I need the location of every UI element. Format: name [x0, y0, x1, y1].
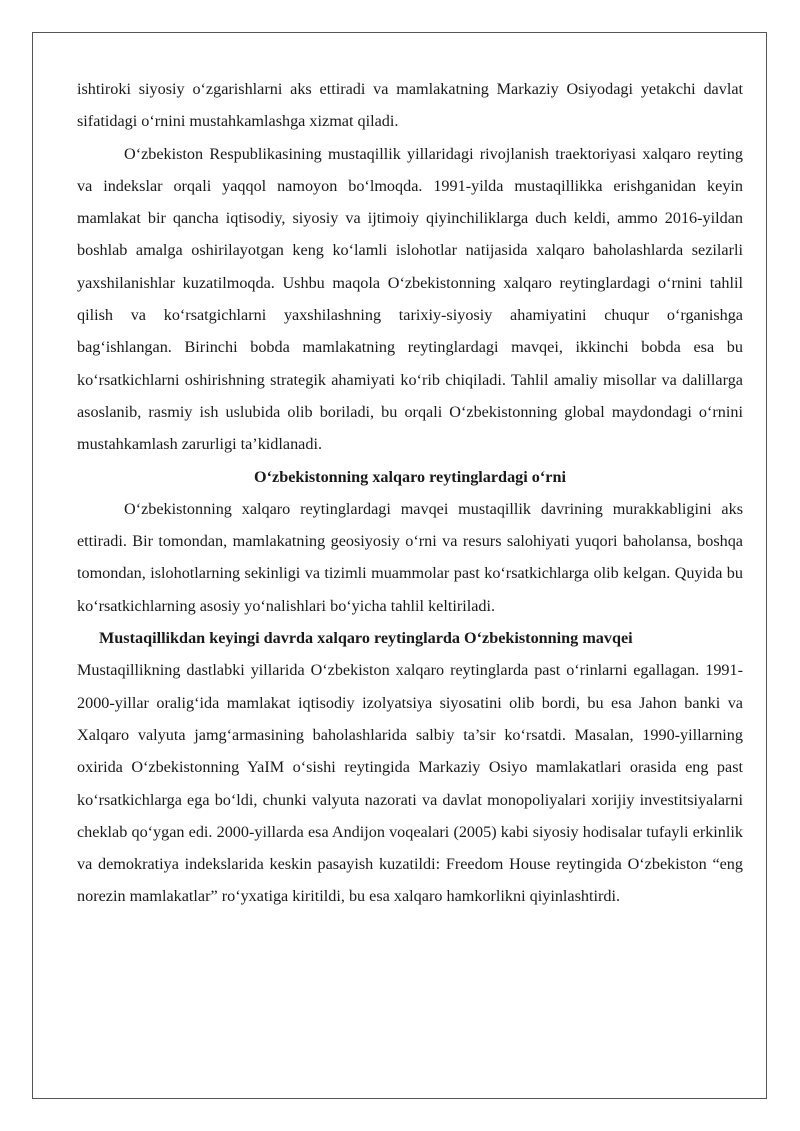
paragraph-section-intro: O‘zbekistonning xalqaro reytinglardagi mavqei mustaqillik davrining murakkabligini aks ettiradi. Bir tomondan, mamlakatning geosiyosiy o‘rni va resurs salohiyati yuqori baholansa, boshqa tomondan, islohotlarning sekinligi va tizimli muammolar past ko‘rsatkichlarga olib kelgan. Quyida bu ko‘rsatkichlarning asosiy yo‘nalishlari bo‘yicha tahlil keltiriladi. [77, 499, 743, 615]
section-heading: O‘zbekistonning xalqaro reytinglardagi o‘rni [254, 467, 566, 486]
paragraph-overview: O‘zbekiston Respublikasining mustaqillik yillaridagi rivojlanish traektoriyasi xalqaro reyting va indekslar orqali yaqqol namoyon bo‘lmoqda. 1991-yilda mustaqillikka erishganidan keyin mamlakat bir qancha iqtisodiy, siyosiy va ijtimoiy qiyinchiliklarga duch keldi, ammo 2016-yildan boshlab amalga oshirilayotgan keng ko‘lamli islohotlar natijasida xalqaro baholashlarda sezilarli yaxshilanishlar kuzatilmoqda. Ushbu maqola O‘zbekistonning xalqaro reytinglardagi o‘rnini tahlil qilish va ko‘rsatgichlarni yaxshilashning tarixiy-siyosiy ahamiyatini chuqur o‘rganishga bag‘ishlangan. Birinchi bobda mamlakatning reytinglardagi mavqei, ikkinchi bobda esa bu ko‘rsatkichlarni oshirishning strategik ahamiyati ko‘rib chiqiladi. Tahlil amaliy misollar va dalillarga asoslanib, rasmiy ish uslubida olib boriladi, bu orqali O‘zbekistonning global maydondagi o‘rnini mustahkamlash zarurligi ta’kidlanadi. [77, 144, 743, 454]
document-body [77, 73, 743, 913]
paragraph-post-independence: Mustaqillikning dastlabki yillarida O‘zbekiston xalqaro reytinglarda past o‘rinlarni egallagan. 1991-2000-yillar oralig‘ida mamlakat iqtisodiy izolyatsiya siyosatini olib bordi, bu esa Jahon banki va Xalqaro valyuta jamg‘armasining baholashlarida salbiy ta’sir ko‘rsatdi. Masalan, 1990-yillarning oxirida O‘zbekistonning YaIM o‘sishi reytingida Markaziy Osiyo mamlakatlari orasida eng past ko‘rsatkichlarga ega bo‘ldi, chunki valyuta nazorati va davlat monopoliyalari xorijiy investitsiyalarni cheklab qo‘ygan edi. 2000-yillarda esa Andijon voqealari (2005) kabi siyosiy hodisalar tufayli erkinlik va demokratiya indekslarida keskin pasayish kuzatildi: Freedom House reytingida O‘zbekiston “eng norezin mamlakatlar” ro‘yxatiga kiritildi, bu esa xalqaro hamkorlikni qiyinlashtirdi. [77, 661, 743, 906]
paragraph-intro-continuation: ishtiroki siyosiy o‘zgarishlarni aks ettiradi va mamlakatning Markaziy Osiyodagi yetakchi davlat sifatidagi o‘rnini mustahkamlashga xizmat qiladi. [77, 80, 743, 131]
subsection-heading: Mustaqillikdan keyingi davrda xalqaro reytinglarda O‘zbekistonning mavqei [99, 629, 633, 648]
